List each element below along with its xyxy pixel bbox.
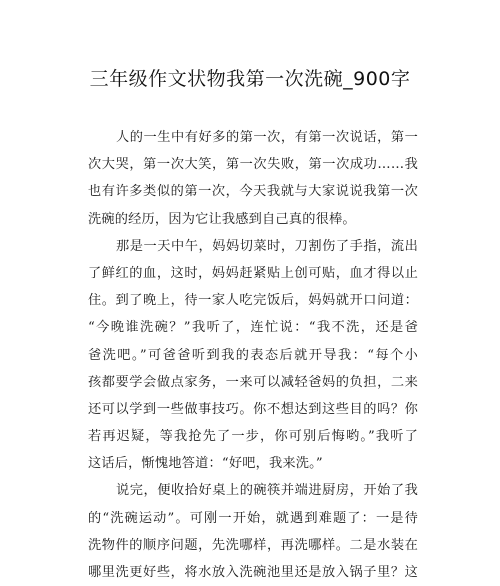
text-line: 哪里洗更好些，将水放入洗碗池里还是放入锅子里？这 (88, 565, 418, 580)
text-line: 的“洗碗运动”。可刚一开始，就遇到难题了：一是待 (88, 510, 418, 526)
text-line: 说完，便收拾好桌上的碗筷并端进厨房，开始了我 (116, 483, 418, 499)
text-line: 洗碗的经历，因为它让我感到自己真的很棒。 (88, 211, 356, 227)
text-line: 爸洗吧。”可爸爸听到我的表态后就开导我：“每个小 (88, 347, 418, 363)
text-line: 人的一生中有好多的第一次，有第一次说话，第一 (116, 130, 418, 145)
article-body (88, 124, 418, 586)
text-line: 也有许多类似的第一次，今天我就与大家说说我第一次 (88, 184, 418, 200)
text-line: 住。到了晚上，待一家人吃完饭后，妈妈就开口问道： (88, 293, 418, 309)
article-title: 三年级作文状物我第一次洗碗_900字 (89, 68, 411, 90)
text-line: 这话后，惭愧地答道：“好吧，我来洗。” (88, 456, 323, 472)
text-line: 还可以学到一些做事技巧。你不想达到这些目的吗？你 (88, 401, 418, 417)
text-line: 了鲜红的血，这时，妈妈赶紧贴上创可贴，血才得以止 (88, 265, 418, 281)
text-line: 那是一天中午，妈妈切菜时，刀割伤了手指，流出 (116, 238, 418, 254)
text-line: 若再迟疑，等我抢先了一步，你可别后悔哟。”我听了 (88, 429, 418, 445)
text-line: 孩都要学会做点家务，一来可以减轻爸妈的负担，二来 (88, 374, 418, 390)
paragraph-3 (88, 477, 418, 586)
paragraph-1 (88, 124, 418, 233)
text-line: 次大哭，第一次大笑，第一次失败，第一次成功……我 (88, 157, 418, 173)
text-line: 洗物件的顺序问题，先洗哪样，再洗哪样。二是水装在 (88, 537, 418, 553)
text-line: “今晚谁洗碗？”我听了，连忙说：“我不洗，还是爸 (88, 320, 418, 336)
paragraph-2 (88, 233, 418, 478)
